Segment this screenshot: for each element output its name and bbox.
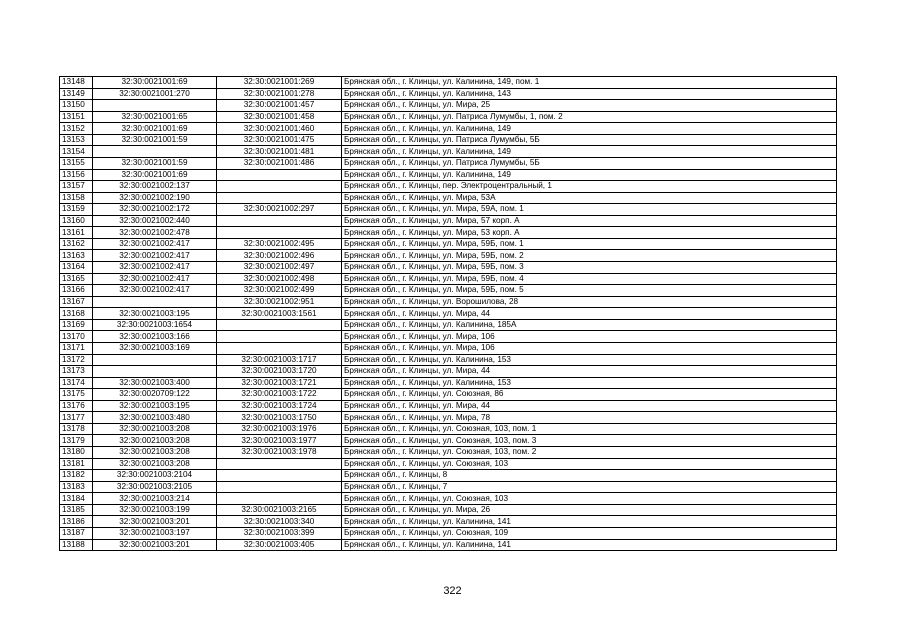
- table-row: [60, 238, 837, 250]
- table-row: [60, 123, 837, 135]
- cadastral-object-number-cell: 32:30:0021001:481: [217, 146, 342, 158]
- cadastral-number-cell: 32:30:0021001:59: [93, 157, 217, 169]
- row-number-cell: 13174: [60, 377, 93, 389]
- table-row: [60, 481, 837, 493]
- cadastral-number-cell: 32:30:0021003:2105: [93, 481, 217, 493]
- cadastral-object-number-cell: 32:30:0021001:460: [217, 123, 342, 135]
- row-number-cell: 13159: [60, 204, 93, 216]
- cadastral-number-cell: 32:30:0021003:201: [93, 516, 217, 528]
- cadastral-object-number-cell: 32:30:0021001:475: [217, 134, 342, 146]
- row-number-cell: 13176: [60, 400, 93, 412]
- cadastral-number-cell: 32:30:0021002:417: [93, 262, 217, 274]
- address-cell: Брянская обл., г. Клинцы, ул. Мира, 78: [342, 412, 837, 424]
- cadastral-number-cell: 32:30:0021002:137: [93, 181, 217, 193]
- cadastral-object-number-cell: 32:30:0021002:498: [217, 273, 342, 285]
- row-number-cell: 13169: [60, 319, 93, 331]
- address-cell: Брянская обл., г. Клинцы, ул. Патриса Лумумбы, 5Б: [342, 134, 837, 146]
- cadastral-object-number-cell: 32:30:0021001:278: [217, 88, 342, 100]
- cadastral-number-cell: 32:30:0021002:417: [93, 238, 217, 250]
- address-cell: Брянская обл., г. Клинцы, ул. Калинина, 149, пом. 1: [342, 77, 837, 89]
- address-cell: Брянская обл., г. Клинцы, ул. Мира, 106: [342, 331, 837, 343]
- row-number-cell: 13170: [60, 331, 93, 343]
- cadastral-object-number-cell: [217, 215, 342, 227]
- cadastral-number-cell: 32:30:0021001:65: [93, 111, 217, 123]
- row-number-cell: 13153: [60, 134, 93, 146]
- cadastral-object-number-cell: 32:30:0021003:1722: [217, 389, 342, 401]
- cadastral-object-number-cell: 32:30:0021003:399: [217, 527, 342, 539]
- row-number-cell: 13183: [60, 481, 93, 493]
- row-number-cell: 13163: [60, 250, 93, 262]
- cadastral-number-cell: 32:30:0021003:480: [93, 412, 217, 424]
- cadastral-object-number-cell: [217, 481, 342, 493]
- table-row: [60, 204, 837, 216]
- table-row: [60, 331, 837, 343]
- cadastral-object-number-cell: 32:30:0021003:1976: [217, 423, 342, 435]
- cadastral-number-cell: 32:30:0021003:201: [93, 539, 217, 551]
- address-cell: Брянская обл., г. Клинцы, ул. Союзная, 86: [342, 389, 837, 401]
- cadastral-object-number-cell: 32:30:0021003:405: [217, 539, 342, 551]
- cadastral-object-number-cell: 32:30:0021002:499: [217, 285, 342, 297]
- cadastral-number-cell: 32:30:0021002:417: [93, 285, 217, 297]
- table-row: [60, 412, 837, 424]
- cadastral-object-number-cell: [217, 493, 342, 505]
- row-number-cell: 13188: [60, 539, 93, 551]
- row-number-cell: 13185: [60, 504, 93, 516]
- row-number-cell: 13179: [60, 435, 93, 447]
- table-row: [60, 354, 837, 366]
- table-row: [60, 435, 837, 447]
- address-cell: Брянская обл., г. Клинцы, ул. Патриса Лумумбы, 5Б: [342, 157, 837, 169]
- cadastral-number-cell: 32:30:0021002:440: [93, 215, 217, 227]
- table-row: [60, 134, 837, 146]
- table-row: [60, 342, 837, 354]
- table-row: [60, 285, 837, 297]
- table-row: [60, 250, 837, 262]
- row-number-cell: 13161: [60, 227, 93, 239]
- address-cell: Брянская обл., г. Клинцы, ул. Калинина, 149: [342, 169, 837, 181]
- cadastral-number-cell: 32:30:0021003:197: [93, 527, 217, 539]
- cadastral-number-cell: 32:30:0020709:122: [93, 389, 217, 401]
- cadastral-object-number-cell: 32:30:0021001:269: [217, 77, 342, 89]
- address-cell: Брянская обл., г. Клинцы, ул. Союзная, 103, пом. 3: [342, 435, 837, 447]
- cadastral-number-cell: 32:30:0021001:270: [93, 88, 217, 100]
- table-row: [60, 319, 837, 331]
- cadastral-object-number-cell: 32:30:0021002:497: [217, 262, 342, 274]
- cadastral-object-number-cell: 32:30:0021003:1717: [217, 354, 342, 366]
- address-cell: Брянская обл., г. Клинцы, ул. Мира, 59Б, пом. 1: [342, 238, 837, 250]
- cadastral-object-number-cell: [217, 319, 342, 331]
- row-number-cell: 13184: [60, 493, 93, 505]
- table-row: [60, 516, 837, 528]
- address-cell: Брянская обл., г. Клинцы, 8: [342, 470, 837, 482]
- cadastral-number-cell: 32:30:0021003:208: [93, 423, 217, 435]
- cadastral-number-cell: 32:30:0021002:172: [93, 204, 217, 216]
- address-cell: Брянская обл., г. Клинцы, ул. Мира, 59Б, пом. 4: [342, 273, 837, 285]
- address-cell: Брянская обл., г. Клинцы, ул. Мира, 57 корп. А: [342, 215, 837, 227]
- address-cell: Брянская обл., г. Клинцы, ул. Мира, 59Б, пом. 3: [342, 262, 837, 274]
- row-number-cell: 13167: [60, 296, 93, 308]
- row-number-cell: 13181: [60, 458, 93, 470]
- address-cell: Брянская обл., г. Клинцы, ул. Калинина, 149: [342, 123, 837, 135]
- row-number-cell: 13171: [60, 342, 93, 354]
- row-number-cell: 13157: [60, 181, 93, 193]
- cadastral-number-cell: 32:30:0021003:208: [93, 435, 217, 447]
- row-number-cell: 13160: [60, 215, 93, 227]
- address-cell: Брянская обл., г. Клинцы, ул. Мира, 106: [342, 342, 837, 354]
- cadastral-object-number-cell: 32:30:0021001:458: [217, 111, 342, 123]
- table-row: [60, 504, 837, 516]
- cadastral-object-number-cell: 32:30:0021002:297: [217, 204, 342, 216]
- table-row: [60, 308, 837, 320]
- address-cell: Брянская обл., г. Клинцы, ул. Калинина, 141: [342, 516, 837, 528]
- table-row: [60, 227, 837, 239]
- row-number-cell: 13148: [60, 77, 93, 89]
- address-cell: Брянская обл., г. Клинцы, ул. Ворошилова, 28: [342, 296, 837, 308]
- table-row: [60, 400, 837, 412]
- cadastral-number-cell: 32:30:0021003:208: [93, 458, 217, 470]
- cadastral-object-number-cell: 32:30:0021002:495: [217, 238, 342, 250]
- cadastral-object-number-cell: 32:30:0021002:496: [217, 250, 342, 262]
- table-row: [60, 77, 837, 89]
- table-row: [60, 88, 837, 100]
- address-cell: Брянская обл., г. Клинцы, ул. Союзная, 103: [342, 458, 837, 470]
- address-cell: Брянская обл., г. Клинцы, ул. Патриса Лумумбы, 1, пом. 2: [342, 111, 837, 123]
- table-row: [60, 539, 837, 551]
- cadastral-number-cell: 32:30:0021003:199: [93, 504, 217, 516]
- table-row: [60, 157, 837, 169]
- table-row: [60, 169, 837, 181]
- address-cell: Брянская обл., г. Клинцы, ул. Мира, 44: [342, 400, 837, 412]
- cadastral-object-number-cell: 32:30:0021003:1724: [217, 400, 342, 412]
- cadastral-object-number-cell: 32:30:0021003:1750: [217, 412, 342, 424]
- row-number-cell: 13173: [60, 366, 93, 378]
- cadastral-object-number-cell: 32:30:0021003:1977: [217, 435, 342, 447]
- cadastral-object-number-cell: 32:30:0021001:457: [217, 100, 342, 112]
- table-row: [60, 273, 837, 285]
- cadastral-number-cell: [93, 366, 217, 378]
- table-row: [60, 447, 837, 459]
- cadastral-object-number-cell: 32:30:0021001:486: [217, 157, 342, 169]
- cadastral-number-cell: [93, 100, 217, 112]
- cadastral-object-number-cell: 32:30:0021003:340: [217, 516, 342, 528]
- cadastral-number-cell: 32:30:0021003:2104: [93, 470, 217, 482]
- row-number-cell: 13150: [60, 100, 93, 112]
- table-row: [60, 100, 837, 112]
- cadastral-object-number-cell: 32:30:0021003:1978: [217, 447, 342, 459]
- cadastral-number-cell: 32:30:0021001:59: [93, 134, 217, 146]
- cadastral-number-cell: 32:30:0021002:478: [93, 227, 217, 239]
- row-number-cell: 13177: [60, 412, 93, 424]
- cadastral-object-number-cell: 32:30:0021003:2165: [217, 504, 342, 516]
- cadastral-number-cell: 32:30:0021003:1654: [93, 319, 217, 331]
- table-row: [60, 458, 837, 470]
- row-number-cell: 13154: [60, 146, 93, 158]
- address-cell: Брянская обл., г. Клинцы, ул. Союзная, 109: [342, 527, 837, 539]
- row-number-cell: 13149: [60, 88, 93, 100]
- cadastral-number-cell: 32:30:0021003:195: [93, 400, 217, 412]
- cadastral-object-number-cell: 32:30:0021003:1721: [217, 377, 342, 389]
- cadastral-number-cell: 32:30:0021002:190: [93, 192, 217, 204]
- cadastral-object-number-cell: [217, 470, 342, 482]
- cadastral-object-number-cell: [217, 192, 342, 204]
- address-cell: Брянская обл., г. Клинцы, ул. Мира, 53А: [342, 192, 837, 204]
- row-number-cell: 13187: [60, 527, 93, 539]
- cadastral-number-cell: 32:30:0021003:169: [93, 342, 217, 354]
- cadastral-number-cell: 32:30:0021001:69: [93, 123, 217, 135]
- row-number-cell: 13180: [60, 447, 93, 459]
- table-row: [60, 146, 837, 158]
- cadastral-object-number-cell: [217, 331, 342, 343]
- table-row: [60, 296, 837, 308]
- table-row: [60, 181, 837, 193]
- cadastral-object-number-cell: [217, 458, 342, 470]
- table-row: [60, 493, 837, 505]
- cadastral-number-cell: 32:30:0021003:166: [93, 331, 217, 343]
- row-number-cell: 13172: [60, 354, 93, 366]
- cadastral-number-cell: 32:30:0021003:208: [93, 447, 217, 459]
- row-number-cell: 13186: [60, 516, 93, 528]
- table-row: [60, 527, 837, 539]
- row-number-cell: 13178: [60, 423, 93, 435]
- table-row: [60, 262, 837, 274]
- address-cell: Брянская обл., г. Клинцы, ул. Мира, 59Б, пом. 2: [342, 250, 837, 262]
- cadastral-number-cell: 32:30:0021003:214: [93, 493, 217, 505]
- cadastral-number-cell: 32:30:0021001:69: [93, 77, 217, 89]
- address-cell: Брянская обл., г. Клинцы, ул. Калинина, 153: [342, 354, 837, 366]
- cadastral-object-number-cell: [217, 227, 342, 239]
- row-number-cell: 13164: [60, 262, 93, 274]
- address-cell: Брянская обл., г. Клинцы, ул. Мира, 59Б, пом. 5: [342, 285, 837, 297]
- table-row: [60, 192, 837, 204]
- address-cell: Брянская обл., г. Клинцы, ул. Калинина, 143: [342, 88, 837, 100]
- cadastral-object-number-cell: 32:30:0021003:1720: [217, 366, 342, 378]
- row-number-cell: 13156: [60, 169, 93, 181]
- table-row: [60, 470, 837, 482]
- table-row: [60, 111, 837, 123]
- row-number-cell: 13162: [60, 238, 93, 250]
- cadastral-object-number-cell: [217, 181, 342, 193]
- address-cell: Брянская обл., г. Клинцы, ул. Мира, 44: [342, 366, 837, 378]
- cadastral-object-number-cell: [217, 169, 342, 181]
- address-cell: Брянская обл., г. Клинцы, ул. Союзная, 103: [342, 493, 837, 505]
- page-number: 322: [443, 585, 462, 597]
- address-cell: Брянская обл., г. Клинцы, ул. Калинина, 141: [342, 539, 837, 551]
- cadastral-number-cell: 32:30:0021002:417: [93, 250, 217, 262]
- cadastral-number-cell: [93, 354, 217, 366]
- address-cell: Брянская обл., г. Клинцы, ул. Мира, 53 корп. А: [342, 227, 837, 239]
- address-cell: Брянская обл., г. Клинцы, ул. Калинина, 153: [342, 377, 837, 389]
- cadastral-number-cell: 32:30:0021003:400: [93, 377, 217, 389]
- cadastral-number-cell: 32:30:0021002:417: [93, 273, 217, 285]
- row-number-cell: 13182: [60, 470, 93, 482]
- address-cell: Брянская обл., г. Клинцы, ул. Союзная, 103, пом. 2: [342, 447, 837, 459]
- row-number-cell: 13158: [60, 192, 93, 204]
- table-row: [60, 377, 837, 389]
- address-cell: Брянская обл., г. Клинцы, ул. Калинина, 185А: [342, 319, 837, 331]
- address-cell: Брянская обл., г. Клинцы, ул. Мира, 44: [342, 308, 837, 320]
- row-number-cell: 13166: [60, 285, 93, 297]
- table-row: [60, 389, 837, 401]
- row-number-cell: 13155: [60, 157, 93, 169]
- cadastral-object-number-cell: 32:30:0021002:951: [217, 296, 342, 308]
- cadastral-object-number-cell: 32:30:0021003:1561: [217, 308, 342, 320]
- address-cell: Брянская обл., г. Клинцы, ул. Мира, 59А, пом. 1: [342, 204, 837, 216]
- cadastral-number-cell: [93, 146, 217, 158]
- address-cell: Брянская обл., г. Клинцы, пер. Электроцентральный, 1: [342, 181, 837, 193]
- registry-table: [59, 76, 837, 551]
- row-number-cell: 13165: [60, 273, 93, 285]
- address-cell: Брянская обл., г. Клинцы, ул. Мира, 26: [342, 504, 837, 516]
- table-row: [60, 215, 837, 227]
- row-number-cell: 13151: [60, 111, 93, 123]
- row-number-cell: 13168: [60, 308, 93, 320]
- address-cell: Брянская обл., г. Клинцы, 7: [342, 481, 837, 493]
- cadastral-number-cell: 32:30:0021001:69: [93, 169, 217, 181]
- table-row: [60, 423, 837, 435]
- cadastral-number-cell: [93, 296, 217, 308]
- address-cell: Брянская обл., г. Клинцы, ул. Союзная, 103, пом. 1: [342, 423, 837, 435]
- row-number-cell: 13152: [60, 123, 93, 135]
- registry-table-body: [60, 77, 837, 551]
- row-number-cell: 13175: [60, 389, 93, 401]
- table-row: [60, 366, 837, 378]
- cadastral-object-number-cell: [217, 342, 342, 354]
- address-cell: Брянская обл., г. Клинцы, ул. Мира, 25: [342, 100, 837, 112]
- address-cell: Брянская обл., г. Клинцы, ул. Калинина, 149: [342, 146, 837, 158]
- cadastral-number-cell: 32:30:0021003:195: [93, 308, 217, 320]
